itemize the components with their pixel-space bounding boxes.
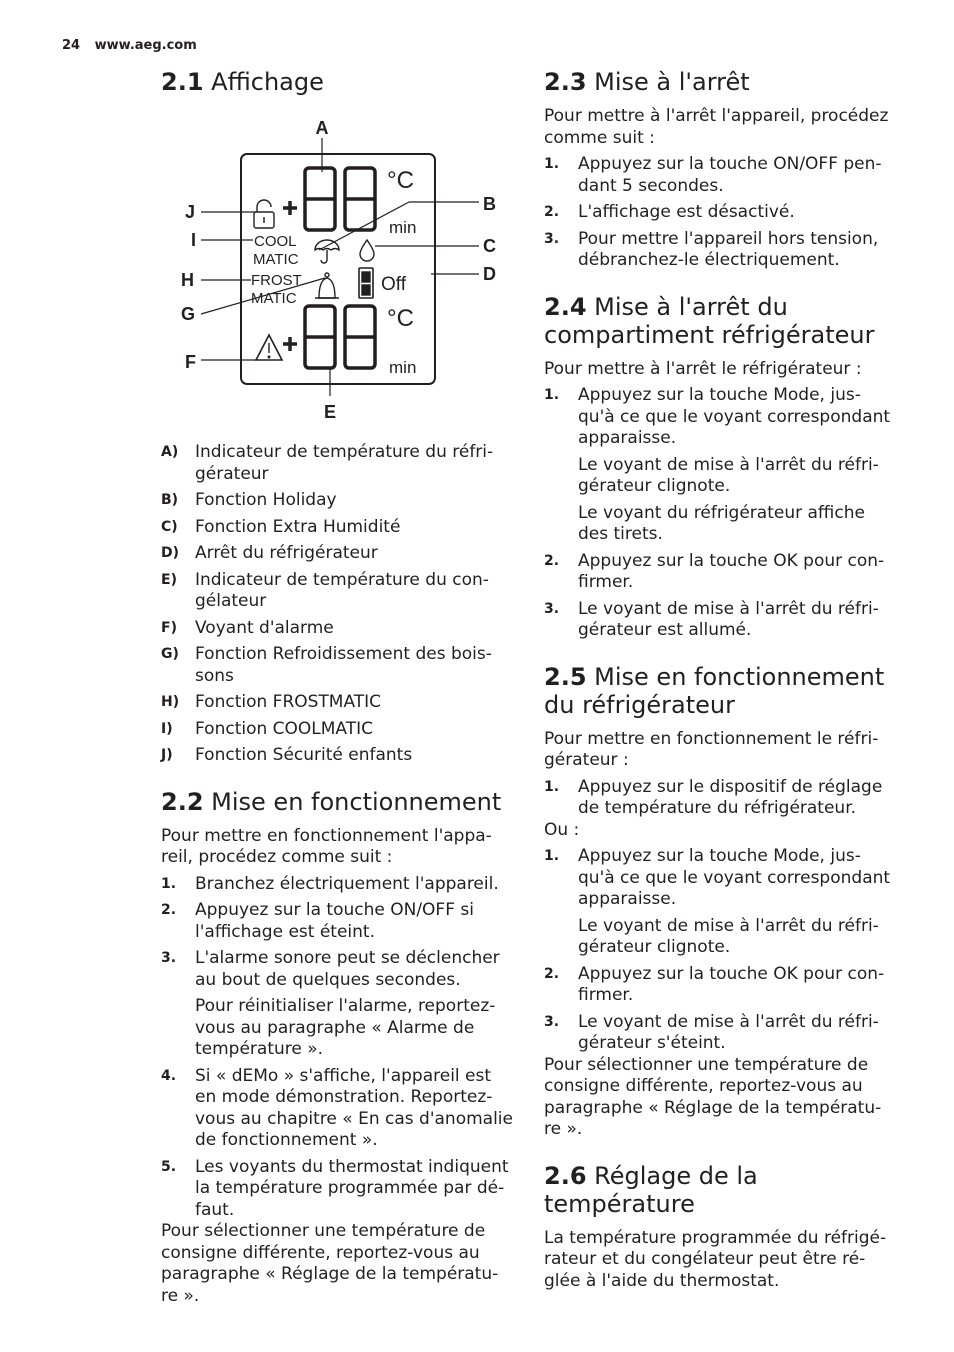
step-item: 1. Appuyez sur la touche ON/OFF pen-dant 5 secondes. (544, 154, 882, 196)
section-2-4-intro: Pour mettre à l'arrêt le réfrigérateur : (544, 358, 862, 379)
cool-matic-label: MATIC (253, 251, 299, 268)
freezer-digits (283, 306, 375, 368)
right-column (544, 68, 896, 1297)
step-item: 3. Pour mettre l'appareil hors tension, débranchez-le électriquement. (544, 228, 879, 270)
section-2-6-intro: La température programmée du réfrigé-rateur et du congélateur peut être ré-glée à l'aide du thermostat. (544, 1227, 887, 1291)
section-2-5-outro: Pour sélectionner une température de consigne différente, reportez-vous au paragraphe « Réglage de la températu-re ». (544, 1054, 882, 1139)
section-2-3-intro: Pour mettre à l'arrêt l'appareil, procédez comme suit : (544, 106, 889, 148)
display-figure (161, 118, 513, 426)
unit-celsius-bottom: °C (387, 305, 414, 332)
step-item: 3. Le voyant de mise à l'arrêt du réfri-gérateur s'éteint. (544, 1011, 879, 1053)
legend-item: B) Fonction Holiday (161, 490, 337, 510)
section-2-2-outro: Pour sélectionner une température de consigne différente, reportez-vous au paragraphe « Réglage de la températu-re ». (161, 1221, 499, 1306)
fridge-off-icon (359, 268, 373, 298)
unit-min-bottom: min (389, 358, 417, 377)
step-item: 1. Appuyez sur la touche Mode, jus-qu'à ce que le voyant correspondant apparaisse. (544, 385, 891, 448)
fridge-digits (283, 168, 375, 230)
droplet-icon (360, 240, 374, 261)
callout-c: C (483, 236, 496, 256)
step-item: 2. Appuyez sur la touche ON/OFF si l'affichage est éteint. (161, 900, 474, 942)
or-text: Ou : (544, 819, 580, 840)
callout-g: G (181, 304, 196, 324)
unit-celsius-top: °C (387, 167, 414, 194)
warning-icon (256, 335, 282, 360)
section-2-4-heading: 2.4 Mise à l'arrêt du compartiment réfrigérateur (544, 292, 875, 349)
step-note: Le voyant de mise à l'arrêt du réfri-gérateur clignote. (578, 454, 879, 496)
step-note: Le voyant de mise à l'arrêt du réfri-gérateur clignote. (578, 915, 879, 957)
callout-b: B (483, 194, 496, 214)
lock-icon (254, 200, 274, 228)
step-item: 2. L'affichage est désactivé. (544, 202, 795, 222)
legend-item: E) Indicateur de température du con-gélateur (161, 569, 489, 611)
callout-lines (201, 138, 479, 396)
step-item: 3. Le voyant de mise à l'arrêt du réfri-gérateur est allumé. (544, 598, 879, 640)
frost-matic-label: MATIC (251, 290, 297, 307)
legend-item: F) Voyant d'alarme (161, 617, 334, 638)
callout-h: H (181, 270, 194, 290)
legend-item: G) Fonction Refroidissement des bois-sons (161, 644, 492, 686)
bell-icon (315, 273, 339, 298)
section-2-6-heading: 2.6 Réglage de la température (544, 1161, 758, 1218)
left-column (161, 68, 513, 1312)
section-2-3-heading: 2.3 Mise à l'arrêt (544, 68, 750, 96)
section-2-2-intro: Pour mettre en fonctionnement l'appa-reil, procédez comme suit : (161, 825, 492, 867)
step-item: 1. Branchez électriquement l'appareil. (161, 873, 499, 894)
callout-f: F (185, 352, 196, 372)
site-url: www.aeg.com (94, 38, 197, 53)
step-item: 2. Appuyez sur la touche OK pour con-firmer. (544, 963, 885, 1005)
legend-item: D) Arrêt du réfrigérateur (161, 543, 378, 563)
page-number: 24 (62, 38, 81, 53)
legend-item: C) Fonction Extra Humidité (161, 516, 401, 537)
step-item: 2. Appuyez sur la touche OK pour con-firmer. (544, 550, 885, 592)
legend-item: I) Fonction COOLMATIC (161, 718, 374, 739)
display-diagram (161, 118, 513, 426)
cool-label: COOL (254, 233, 297, 250)
callout-e: E (323, 402, 337, 422)
legend-item: J) Fonction Sécurité enfants (161, 745, 413, 765)
frost-label: FROST (251, 272, 302, 289)
step-note: Pour réinitialiser l'alarme, reportez-vous au paragraphe « Alarme de température ». (195, 996, 496, 1059)
legend-item: A) Indicateur de température du réfri-gérateur (161, 442, 494, 484)
callout-i: I (191, 230, 197, 250)
step-item: 1. Appuyez sur le dispositif de réglage de température du réfrigérateur. (544, 776, 883, 818)
section-2-5-intro: Pour mettre en fonctionnement le réfri-gérateur : (544, 728, 879, 770)
section-2-5-heading: 2.5 Mise en fonctionnement du réfrigérateur (544, 662, 885, 719)
section-2-2-heading: 2.2 Mise en fonctionnement (161, 787, 502, 816)
legend-list (161, 442, 513, 767)
legend-item: H) Fonction FROSTMATIC (161, 692, 382, 712)
step-item: 4. Si « dEMo » s'affiche, l'appareil est en mode démonstration. Reportez-vous au chapitre « En cas d'anomalie de fonctionnement ». (161, 1065, 513, 1150)
step-note: Le voyant du réfrigérateur affiche des tirets. (578, 502, 865, 544)
step-item: 1. Appuyez sur la touche Mode, jus-qu'à ce que le voyant correspondant apparaisse. (544, 846, 891, 909)
callout-a: A (315, 118, 329, 138)
umbrella-icon (315, 240, 339, 263)
unit-min-top: min (389, 218, 417, 237)
step-item: 5. Les voyants du thermostat indiquent la température programmée par dé-faut. (161, 1156, 509, 1220)
step-item: 3. L'alarme sonore peut se déclencher au bout de quelques secondes. (161, 948, 500, 990)
page-header (62, 38, 197, 53)
off-label: Off (381, 274, 406, 295)
callout-d: D (483, 264, 496, 284)
callout-j: J (185, 202, 196, 222)
section-2-1-heading: 2.1 Affichage (161, 68, 324, 96)
